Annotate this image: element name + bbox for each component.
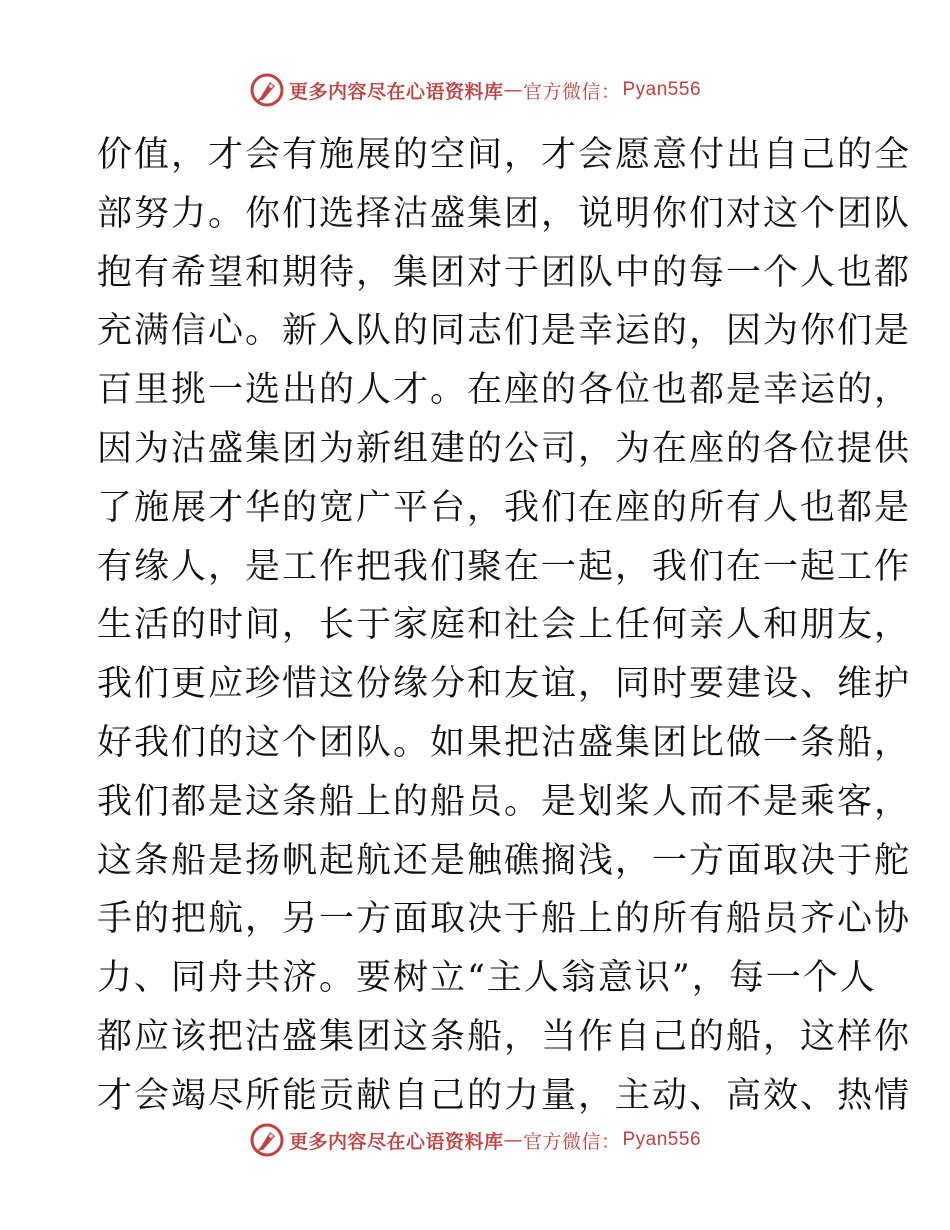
document-body: [97, 126, 912, 1126]
header-watermark: [0, 70, 950, 110]
text-line: 好我们的这个团队。如果把沽盛集团比做一条船，: [97, 722, 912, 763]
text-line: 百里挑一选出的人才。在座的各位也都是幸运的，: [97, 370, 912, 411]
text-line: 了施展才华的宽广平台，我们在座的所有人也都是: [97, 487, 912, 528]
pen-nib-circle-icon: [249, 1122, 285, 1158]
watermark-main-text: 更多内容尽在心语资料库: [288, 80, 504, 103]
text-line: 力、同舟共济。要树立“主人翁意识”，每一个人: [97, 958, 877, 999]
watermark-sub-text: 官方微信：: [522, 1130, 621, 1153]
watermark-main-text: 更多内容尽在心语资料库: [288, 1130, 504, 1153]
text-line: 这条船是扬帆起航还是触礁搁浅，一方面取决于舵: [97, 840, 912, 881]
footer-watermark: [0, 1120, 950, 1160]
text-line: 有缘人，是工作把我们聚在一起，我们在一起工作: [97, 546, 912, 587]
text-line: 生活的时间，长于家庭和社会上任何亲人和朋友，: [97, 605, 912, 646]
text-line: 部努力。你们选择沽盛集团，说明你们对这个团队: [97, 193, 912, 234]
text-line: 都应该把沽盛集团这条船，当作自己的船，这样你: [97, 1016, 912, 1057]
watermark-dash: —: [503, 79, 523, 101]
text-line: 手的把航，另一方面取决于船上的所有船员齐心协: [97, 899, 912, 940]
text-line: 价值，才会有施展的空间，才会愿意付出自己的全: [97, 135, 912, 175]
text-line: 充满信心。新入队的同志们是幸运的，因为你们是: [97, 311, 912, 352]
watermark-wechat-id: Pyan556: [622, 1129, 702, 1150]
watermark-sub-text: 官方微信：: [522, 80, 621, 103]
watermark-wechat-id: Pyan556: [622, 79, 702, 100]
text-line: 我们都是这条船上的船员。是划桨人而不是乘客，: [97, 781, 912, 822]
text-line: 因为沽盛集团为新组建的公司，为在座的各位提供: [97, 428, 912, 469]
watermark-dash: —: [503, 1129, 523, 1151]
text-line: 抱有希望和期待，集团对于团队中的每一个人也都: [97, 252, 912, 293]
text-line: 才会竭尽所能贡献自己的力量，主动、高效、热情: [97, 1075, 912, 1116]
text-line: 我们更应珍惜这份缘分和友谊，同时要建设、维护: [97, 664, 912, 705]
pen-nib-circle-icon: [249, 72, 285, 108]
